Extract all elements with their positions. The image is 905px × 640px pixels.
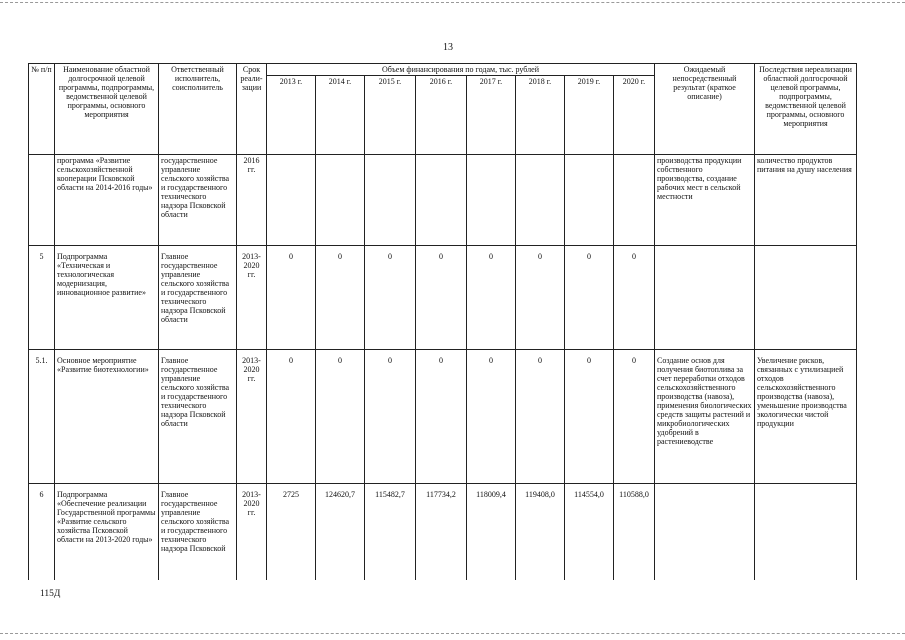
header-term: Срок реали-зации [237,64,267,155]
row-executor: Главное государственное управление сельского хозяйства и государственного технического надзора Псковской [159,484,237,580]
value-cell: 0 [467,350,516,484]
value-cell [565,155,614,246]
year-header: 2016 г. [416,76,467,155]
value-cell: 119408,0 [516,484,565,580]
row-num: 6 [29,484,55,580]
value-cell: 115482,7 [365,484,416,580]
value-cell: 0 [614,350,655,484]
value-cell: 0 [316,350,365,484]
header-consequences: Последствия нереализации областной долгосрочной целевой программы, подпрограммы, ведомственной целевой программы, основного мероприятия [755,64,857,155]
table-row [29,350,857,484]
value-cell: 0 [267,246,316,350]
value-cell: 117734,2 [416,484,467,580]
value-cell: 0 [565,350,614,484]
value-cell: 0 [365,350,416,484]
row-name: Подпрограмма «Обеспечение реализации Государственной программы «Развитие сельского хозяйства Псковской области на 2013-2020 годы» [55,484,159,580]
value-cell: 0 [516,350,565,484]
row-result [655,484,755,580]
value-cell: 0 [416,246,467,350]
value-cell [365,155,416,246]
year-header: 2019 г. [565,76,614,155]
value-cell: 118009,4 [467,484,516,580]
value-cell: 0 [516,246,565,350]
year-header: 2017 г. [467,76,516,155]
scan-top-edge [0,2,905,3]
value-cell: 0 [365,246,416,350]
header-funding: Объем финансирования по годам, тыс. рублей [267,64,655,76]
table-row [29,484,857,580]
value-cell: 0 [316,246,365,350]
value-cell [267,155,316,246]
row-executor: Главное государственное управление сельского хозяйства и государственного технического надзора Псковской области [159,350,237,484]
value-cell [416,155,467,246]
row-result: Создание основ для получения биотоплива за счет переработки отходов сельскохозяйственного производства (навоза), применения биологических средств защиты растений и микробиологических удобрений в растениеводстве [655,350,755,484]
value-cell: 0 [467,246,516,350]
value-cell [316,155,365,246]
row-executor: государственное управление сельского хозяйства и государственного технического надзора Псковской области [159,155,237,246]
value-cell: 0 [267,350,316,484]
scan-bottom-edge [0,633,905,634]
row-consequences [755,246,857,350]
value-cell [467,155,516,246]
row-num: 5 [29,246,55,350]
row-term: 2013-2020 гг. [237,246,267,350]
program-table [28,63,857,580]
value-cell: 0 [416,350,467,484]
header-num: № п/п [29,64,55,155]
row-name: программа «Развитие сельскохозяйственной кооперации Псковской области на 2014-2016 годы» [55,155,159,246]
row-num [29,155,55,246]
value-cell [516,155,565,246]
footer-code: 115Д [40,589,61,599]
table-row [29,155,857,246]
year-header: 2018 г. [516,76,565,155]
value-cell: 114554,0 [565,484,614,580]
value-cell [614,155,655,246]
row-name: Подпрограмма «Техническая и технологическая модернизация, инновационное развитие» [55,246,159,350]
year-header: 2020 г. [614,76,655,155]
year-header: 2013 г. [267,76,316,155]
value-cell: 2725 [267,484,316,580]
value-cell: 0 [614,246,655,350]
row-term: 2013-2020 гг. [237,484,267,580]
header-executor: Ответственный исполнитель, соисполнитель [159,64,237,155]
row-result: производства продукции собственного производства, создание рабочих мест в сельской местности [655,155,755,246]
row-result [655,246,755,350]
row-consequences [755,484,857,580]
page-number: 13 [443,42,453,53]
row-executor: Главное государственное управление сельского хозяйства и государственного технического надзора Псковской области [159,246,237,350]
row-name: Основное мероприятие «Развитие биотехнологии» [55,350,159,484]
header-result: Ожидаемый непосредственный результат (краткое описание) [655,64,755,155]
table-row [29,246,857,350]
year-header: 2015 г. [365,76,416,155]
row-num: 5.1. [29,350,55,484]
value-cell: 124620,7 [316,484,365,580]
header-name: Наименование областной долгосрочной целевой программы, подпрограммы, ведомственной целевой программы, основного мероприятия [55,64,159,155]
row-term: 2016 гг. [237,155,267,246]
value-cell: 0 [565,246,614,350]
year-header: 2014 г. [316,76,365,155]
row-consequences: количество продуктов питания на душу населения [755,155,857,246]
row-term: 2013-2020 гг. [237,350,267,484]
value-cell: 110588,0 [614,484,655,580]
row-consequences: Увеличение рисков, связанных с утилизацией отходов сельскохозяйственного производства (навоза), уменьшение производства экологически чистой продукции [755,350,857,484]
